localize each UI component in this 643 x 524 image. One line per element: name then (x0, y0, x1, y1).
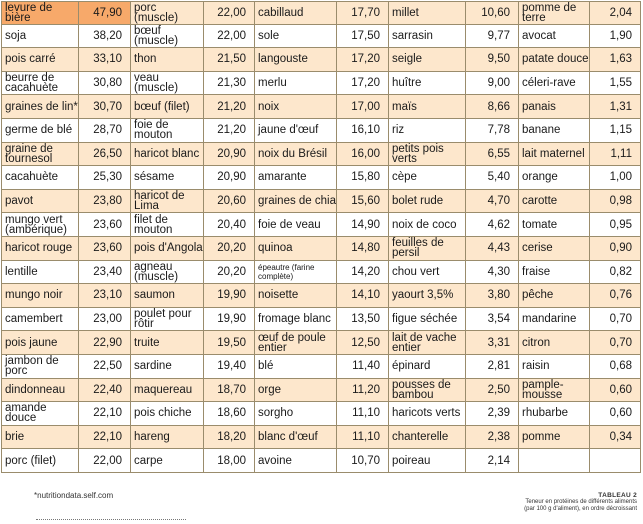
protein-value-cell: 22,40 (79, 379, 131, 403)
food-name-cell: dindonneau (1, 379, 79, 403)
food-name-cell: orge (255, 379, 337, 403)
table-row (1, 426, 641, 450)
protein-value-cell: 0,98 (590, 190, 641, 214)
food-name-cell: avoine (255, 449, 337, 473)
protein-value-cell: 21,50 (204, 48, 255, 72)
protein-value-cell: 28,70 (79, 119, 131, 143)
protein-value-cell: 0,82 (590, 261, 641, 285)
protein-value-cell: 1,90 (590, 25, 641, 49)
food-name-cell: bœuf (filet) (131, 95, 204, 119)
food-name-cell: noix du Brésil (255, 143, 337, 167)
food-name-cell: pavot (1, 190, 79, 214)
protein-value-cell: 13,50 (337, 308, 389, 332)
food-name-cell: veau (muscle) (131, 72, 204, 96)
table-row (1, 449, 641, 473)
table-row (1, 190, 641, 214)
protein-value-cell: 0,90 (590, 237, 641, 261)
table-row (1, 308, 641, 332)
food-name-cell: céleri-rave (519, 72, 590, 96)
food-name-cell: chou vert (389, 261, 466, 285)
protein-value-cell: 0,68 (590, 355, 641, 379)
protein-value-cell: 18,00 (204, 449, 255, 473)
protein-value-cell: 20,20 (204, 237, 255, 261)
food-name-cell: citron (519, 331, 590, 355)
protein-value-cell: 10,60 (466, 1, 519, 25)
protein-value-cell: 22,10 (79, 426, 131, 450)
food-name-cell: carpe (131, 449, 204, 473)
protein-value-cell: 21,20 (204, 95, 255, 119)
protein-value-cell: 11,10 (337, 426, 389, 450)
food-name-cell: sole (255, 25, 337, 49)
table-row (1, 72, 641, 96)
food-name-cell: mungo vert (ambérique) (1, 213, 79, 237)
food-name-cell: pomme (519, 426, 590, 450)
food-name-cell: maquereau (131, 379, 204, 403)
food-name-cell: porc (muscle) (131, 1, 204, 25)
food-name-cell: sarrasin (389, 25, 466, 49)
protein-value-cell: 23,10 (79, 284, 131, 308)
protein-table (1, 1, 641, 473)
protein-value-cell: 17,20 (337, 72, 389, 96)
protein-value-cell: 0,70 (590, 331, 641, 355)
protein-value-cell: 11,10 (337, 402, 389, 426)
food-name-cell: graines de lin* (1, 95, 79, 119)
food-name-cell: pample-mousse (519, 379, 590, 403)
food-name-cell: haricot rouge (1, 237, 79, 261)
food-name-cell: lait maternel (519, 143, 590, 167)
protein-value-cell: 25,30 (79, 166, 131, 190)
protein-value-cell: 0,70 (590, 308, 641, 332)
protein-value-cell: 11,20 (337, 379, 389, 403)
protein-value-cell: 19,50 (204, 331, 255, 355)
food-name-cell (519, 449, 590, 473)
food-name-cell: amarante (255, 166, 337, 190)
table-row (1, 213, 641, 237)
food-name-cell: poireau (389, 449, 466, 473)
food-name-cell: millet (389, 1, 466, 25)
table-row (1, 261, 641, 285)
food-name-cell: épeautre (farine complète) (255, 261, 337, 285)
food-name-cell: bœuf (muscle) (131, 25, 204, 49)
food-name-cell: sésame (131, 166, 204, 190)
food-name-cell: truite (131, 331, 204, 355)
food-name-cell: hareng (131, 426, 204, 450)
protein-value-cell (590, 449, 641, 473)
food-name-cell: cacahuète (1, 166, 79, 190)
protein-value-cell: 0,60 (590, 402, 641, 426)
food-name-cell: lait de vache entier (389, 331, 466, 355)
food-name-cell: petits pois verts (389, 143, 466, 167)
food-name-cell: avocat (519, 25, 590, 49)
food-name-cell: chanterelle (389, 426, 466, 450)
food-name-cell: saumon (131, 284, 204, 308)
food-name-cell: foie de veau (255, 213, 337, 237)
protein-value-cell: 4,43 (466, 237, 519, 261)
protein-value-cell: 3,31 (466, 331, 519, 355)
protein-value-cell: 0,76 (590, 284, 641, 308)
food-name-cell: maïs (389, 95, 466, 119)
protein-value-cell: 22,50 (79, 355, 131, 379)
food-name-cell: pois chiche (131, 402, 204, 426)
food-name-cell: noix de coco (389, 213, 466, 237)
protein-value-cell: 14,20 (337, 261, 389, 285)
protein-value-cell: 15,60 (337, 190, 389, 214)
food-name-cell: yaourt 3,5% (389, 284, 466, 308)
protein-value-cell: 7,78 (466, 119, 519, 143)
food-name-cell: seigle (389, 48, 466, 72)
protein-value-cell: 16,00 (337, 143, 389, 167)
food-name-cell: graine de tournesol (1, 143, 79, 167)
food-name-cell: jambon de porc (1, 355, 79, 379)
table-row (1, 284, 641, 308)
food-name-cell: thon (131, 48, 204, 72)
protein-value-cell: 2,14 (466, 449, 519, 473)
protein-value-cell: 1,00 (590, 166, 641, 190)
protein-value-cell: 14,80 (337, 237, 389, 261)
food-name-cell: brie (1, 426, 79, 450)
protein-value-cell: 21,20 (204, 119, 255, 143)
protein-value-cell: 20,40 (204, 213, 255, 237)
food-name-cell: poulet pour rôtir (131, 308, 204, 332)
food-name-cell: cabillaud (255, 1, 337, 25)
food-name-cell: agneau (muscle) (131, 261, 204, 285)
protein-value-cell: 22,90 (79, 331, 131, 355)
table-row (1, 48, 641, 72)
food-name-cell: germe de blé (1, 119, 79, 143)
table-row (1, 25, 641, 49)
table-row (1, 166, 641, 190)
food-name-cell: lentille (1, 261, 79, 285)
protein-value-cell: 8,66 (466, 95, 519, 119)
protein-value-cell: 21,30 (204, 72, 255, 96)
protein-value-cell: 14,90 (337, 213, 389, 237)
food-name-cell: langouste (255, 48, 337, 72)
food-name-cell: figue séchée (389, 308, 466, 332)
food-name-cell: graines de chia (255, 190, 337, 214)
food-name-cell: patate douce (519, 48, 590, 72)
table-row (1, 331, 641, 355)
protein-value-cell: 12,50 (337, 331, 389, 355)
protein-value-cell: 4,30 (466, 261, 519, 285)
caption-title: TABLEAU 2 (598, 492, 637, 499)
protein-value-cell: 4,70 (466, 190, 519, 214)
food-name-cell: pois carré (1, 48, 79, 72)
protein-value-cell: 22,10 (79, 402, 131, 426)
protein-value-cell: 23,00 (79, 308, 131, 332)
protein-value-cell: 1,11 (590, 143, 641, 167)
protein-value-cell: 2,38 (466, 426, 519, 450)
food-name-cell: jaune d'œuf (255, 119, 337, 143)
table-row (1, 1, 641, 25)
protein-value-cell: 17,00 (337, 95, 389, 119)
protein-value-cell: 6,55 (466, 143, 519, 167)
protein-value-cell: 19,90 (204, 284, 255, 308)
food-name-cell: porc (filet) (1, 449, 79, 473)
food-name-cell: sardine (131, 355, 204, 379)
food-name-cell: cerise (519, 237, 590, 261)
food-name-cell: pêche (519, 284, 590, 308)
protein-value-cell: 18,20 (204, 426, 255, 450)
food-name-cell: mandarine (519, 308, 590, 332)
food-name-cell: orange (519, 166, 590, 190)
food-name-cell: haricot blanc (131, 143, 204, 167)
protein-value-cell: 23,80 (79, 190, 131, 214)
protein-value-cell: 11,40 (337, 355, 389, 379)
protein-value-cell: 47,90 (79, 1, 131, 25)
food-name-cell: camembert (1, 308, 79, 332)
table-row (1, 237, 641, 261)
food-name-cell: blé (255, 355, 337, 379)
protein-value-cell: 38,20 (79, 25, 131, 49)
protein-value-cell: 1,15 (590, 119, 641, 143)
food-name-cell: beurre de cacahuète (1, 72, 79, 96)
food-name-cell: levure de bière (1, 1, 79, 25)
food-name-cell: blanc d'œuf (255, 426, 337, 450)
dotted-line (36, 519, 186, 520)
table-row (1, 355, 641, 379)
protein-value-cell: 18,60 (204, 402, 255, 426)
food-name-cell: sorgho (255, 402, 337, 426)
protein-value-cell: 0,60 (590, 379, 641, 403)
food-name-cell: tomate (519, 213, 590, 237)
protein-value-cell: 16,10 (337, 119, 389, 143)
protein-value-cell: 30,70 (79, 95, 131, 119)
protein-value-cell: 20,60 (204, 190, 255, 214)
protein-value-cell: 19,90 (204, 308, 255, 332)
caption-line-2: (par 100 g d'aliment), en ordre décroissant (524, 506, 637, 512)
protein-value-cell: 1,55 (590, 72, 641, 96)
food-name-cell: soja (1, 25, 79, 49)
food-name-cell: filet de mouton (131, 213, 204, 237)
protein-value-cell: 0,34 (590, 426, 641, 450)
food-name-cell: riz (389, 119, 466, 143)
protein-value-cell: 3,80 (466, 284, 519, 308)
food-name-cell: pomme de terre (519, 1, 590, 25)
protein-value-cell: 9,00 (466, 72, 519, 96)
caption-line-1: Teneur en protéines de différents aliments (525, 499, 637, 505)
food-name-cell: mungo noir (1, 284, 79, 308)
protein-value-cell: 2,81 (466, 355, 519, 379)
protein-value-cell: 2,50 (466, 379, 519, 403)
source-note: *nutritiondata.self.com (34, 491, 114, 500)
food-name-cell: feuilles de persil (389, 237, 466, 261)
protein-value-cell: 2,04 (590, 1, 641, 25)
table-caption (407, 492, 637, 513)
protein-value-cell: 18,70 (204, 379, 255, 403)
protein-value-cell: 4,62 (466, 213, 519, 237)
food-name-cell: huître (389, 72, 466, 96)
food-name-cell: noix (255, 95, 337, 119)
food-name-cell: fraise (519, 261, 590, 285)
food-name-cell: rhubarbe (519, 402, 590, 426)
food-name-cell: pois d'Angola (131, 237, 204, 261)
protein-value-cell: 1,31 (590, 95, 641, 119)
protein-value-cell: 17,50 (337, 25, 389, 49)
protein-value-cell: 19,40 (204, 355, 255, 379)
table-row (1, 95, 641, 119)
food-name-cell: raisin (519, 355, 590, 379)
food-name-cell: pousses de bambou (389, 379, 466, 403)
protein-value-cell: 22,00 (79, 449, 131, 473)
food-name-cell: pois jaune (1, 331, 79, 355)
protein-value-cell: 26,50 (79, 143, 131, 167)
protein-value-cell: 17,70 (337, 1, 389, 25)
protein-value-cell: 23,40 (79, 261, 131, 285)
food-name-cell: haricots verts (389, 402, 466, 426)
protein-value-cell: 15,80 (337, 166, 389, 190)
protein-value-cell: 22,00 (204, 25, 255, 49)
food-name-cell: panais (519, 95, 590, 119)
food-name-cell: fromage blanc (255, 308, 337, 332)
food-name-cell: merlu (255, 72, 337, 96)
protein-value-cell: 17,20 (337, 48, 389, 72)
protein-value-cell: 2,39 (466, 402, 519, 426)
food-name-cell: bolet rude (389, 190, 466, 214)
food-name-cell: carotte (519, 190, 590, 214)
protein-value-cell: 33,10 (79, 48, 131, 72)
food-name-cell: banane (519, 119, 590, 143)
food-name-cell: noisette (255, 284, 337, 308)
protein-value-cell: 22,00 (204, 1, 255, 25)
food-name-cell: œuf de poule entier (255, 331, 337, 355)
food-name-cell: cèpe (389, 166, 466, 190)
protein-value-cell: 20,90 (204, 166, 255, 190)
table-row (1, 402, 641, 426)
protein-value-cell: 23,60 (79, 213, 131, 237)
protein-value-cell: 30,80 (79, 72, 131, 96)
food-name-cell: haricot de Lima (131, 190, 204, 214)
table-row (1, 119, 641, 143)
protein-value-cell: 9,77 (466, 25, 519, 49)
protein-value-cell: 10,70 (337, 449, 389, 473)
table-row (1, 379, 641, 403)
food-name-cell: quinoa (255, 237, 337, 261)
food-name-cell: épinard (389, 355, 466, 379)
protein-value-cell: 3,54 (466, 308, 519, 332)
protein-value-cell: 1,63 (590, 48, 641, 72)
food-name-cell: amande douce (1, 402, 79, 426)
protein-value-cell: 0,95 (590, 213, 641, 237)
food-name-cell: foie de mouton (131, 119, 204, 143)
protein-value-cell: 23,60 (79, 237, 131, 261)
table-row (1, 143, 641, 167)
protein-value-cell: 9,50 (466, 48, 519, 72)
protein-value-cell: 20,20 (204, 261, 255, 285)
protein-value-cell: 14,10 (337, 284, 389, 308)
protein-value-cell: 20,90 (204, 143, 255, 167)
protein-value-cell: 5,40 (466, 166, 519, 190)
